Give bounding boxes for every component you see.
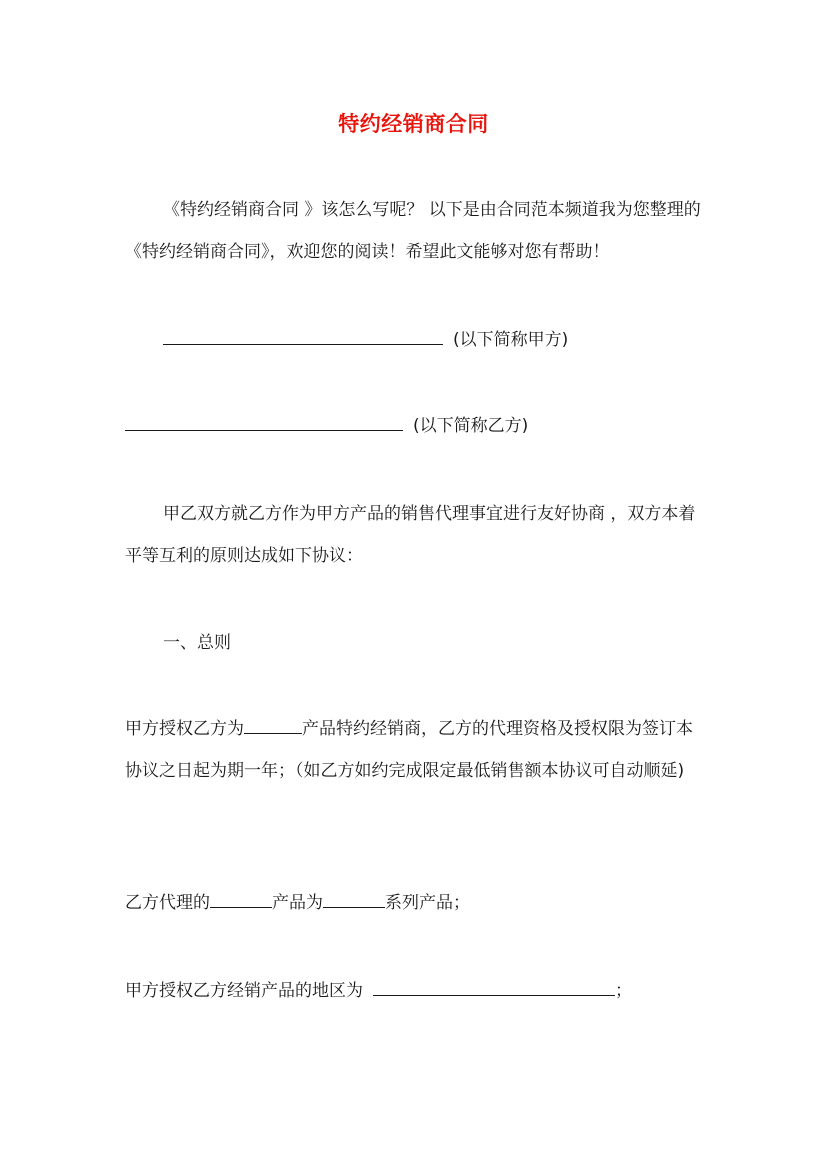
- clause-2-suffix: 系列产品；: [385, 893, 470, 913]
- clause-1-rest: 产品特约经销商，乙方的代理资格及授权限为签订本协议之日起为期一年；（如乙方如约完成限定最低销售额本协议可自动顺延): [125, 719, 693, 781]
- clause-3-prefix: 甲方授权乙方经销产品的地区为: [125, 981, 363, 1001]
- clause-2-line: [125, 882, 470, 924]
- clause-2-blank-2: [323, 887, 385, 908]
- section-1-heading: 一、总则: [163, 633, 231, 653]
- party-a-label: (以下简称甲方): [453, 330, 569, 350]
- clause-2-blank-1: [210, 887, 272, 908]
- clause-3-suffix: ；: [615, 981, 632, 1001]
- clause-1-prefix: 甲方授权乙方为: [125, 719, 244, 739]
- clause-3-blank: [373, 975, 615, 996]
- party-a-line: [163, 319, 568, 361]
- agreement-paragraph: 甲乙双方就乙方作为甲方产品的销售代理事宜进行友好协商 ，双方本着平等互利的原则达成如下协议：: [125, 504, 696, 566]
- party-b-blank: [125, 410, 403, 431]
- clause-1-blank: [244, 713, 302, 734]
- party-b-line: [125, 405, 528, 447]
- clause-2-middle: 产品为: [272, 893, 323, 913]
- intro-paragraph: 《特约经销商合同 》该怎么写呢？ 以下是由合同范本频道我为您整理的《特约经销商合同》，欢迎您的阅读！希望此文能够对您有帮助！: [125, 200, 701, 262]
- clause-1-paragraph: [125, 708, 705, 792]
- party-b-label: (以下简称乙方): [413, 416, 529, 436]
- clause-2-prefix: 乙方代理的: [125, 893, 210, 913]
- clause-3-line: [125, 970, 632, 1012]
- document-title: 特约经销商合同: [338, 112, 489, 136]
- party-a-blank: [163, 324, 443, 345]
